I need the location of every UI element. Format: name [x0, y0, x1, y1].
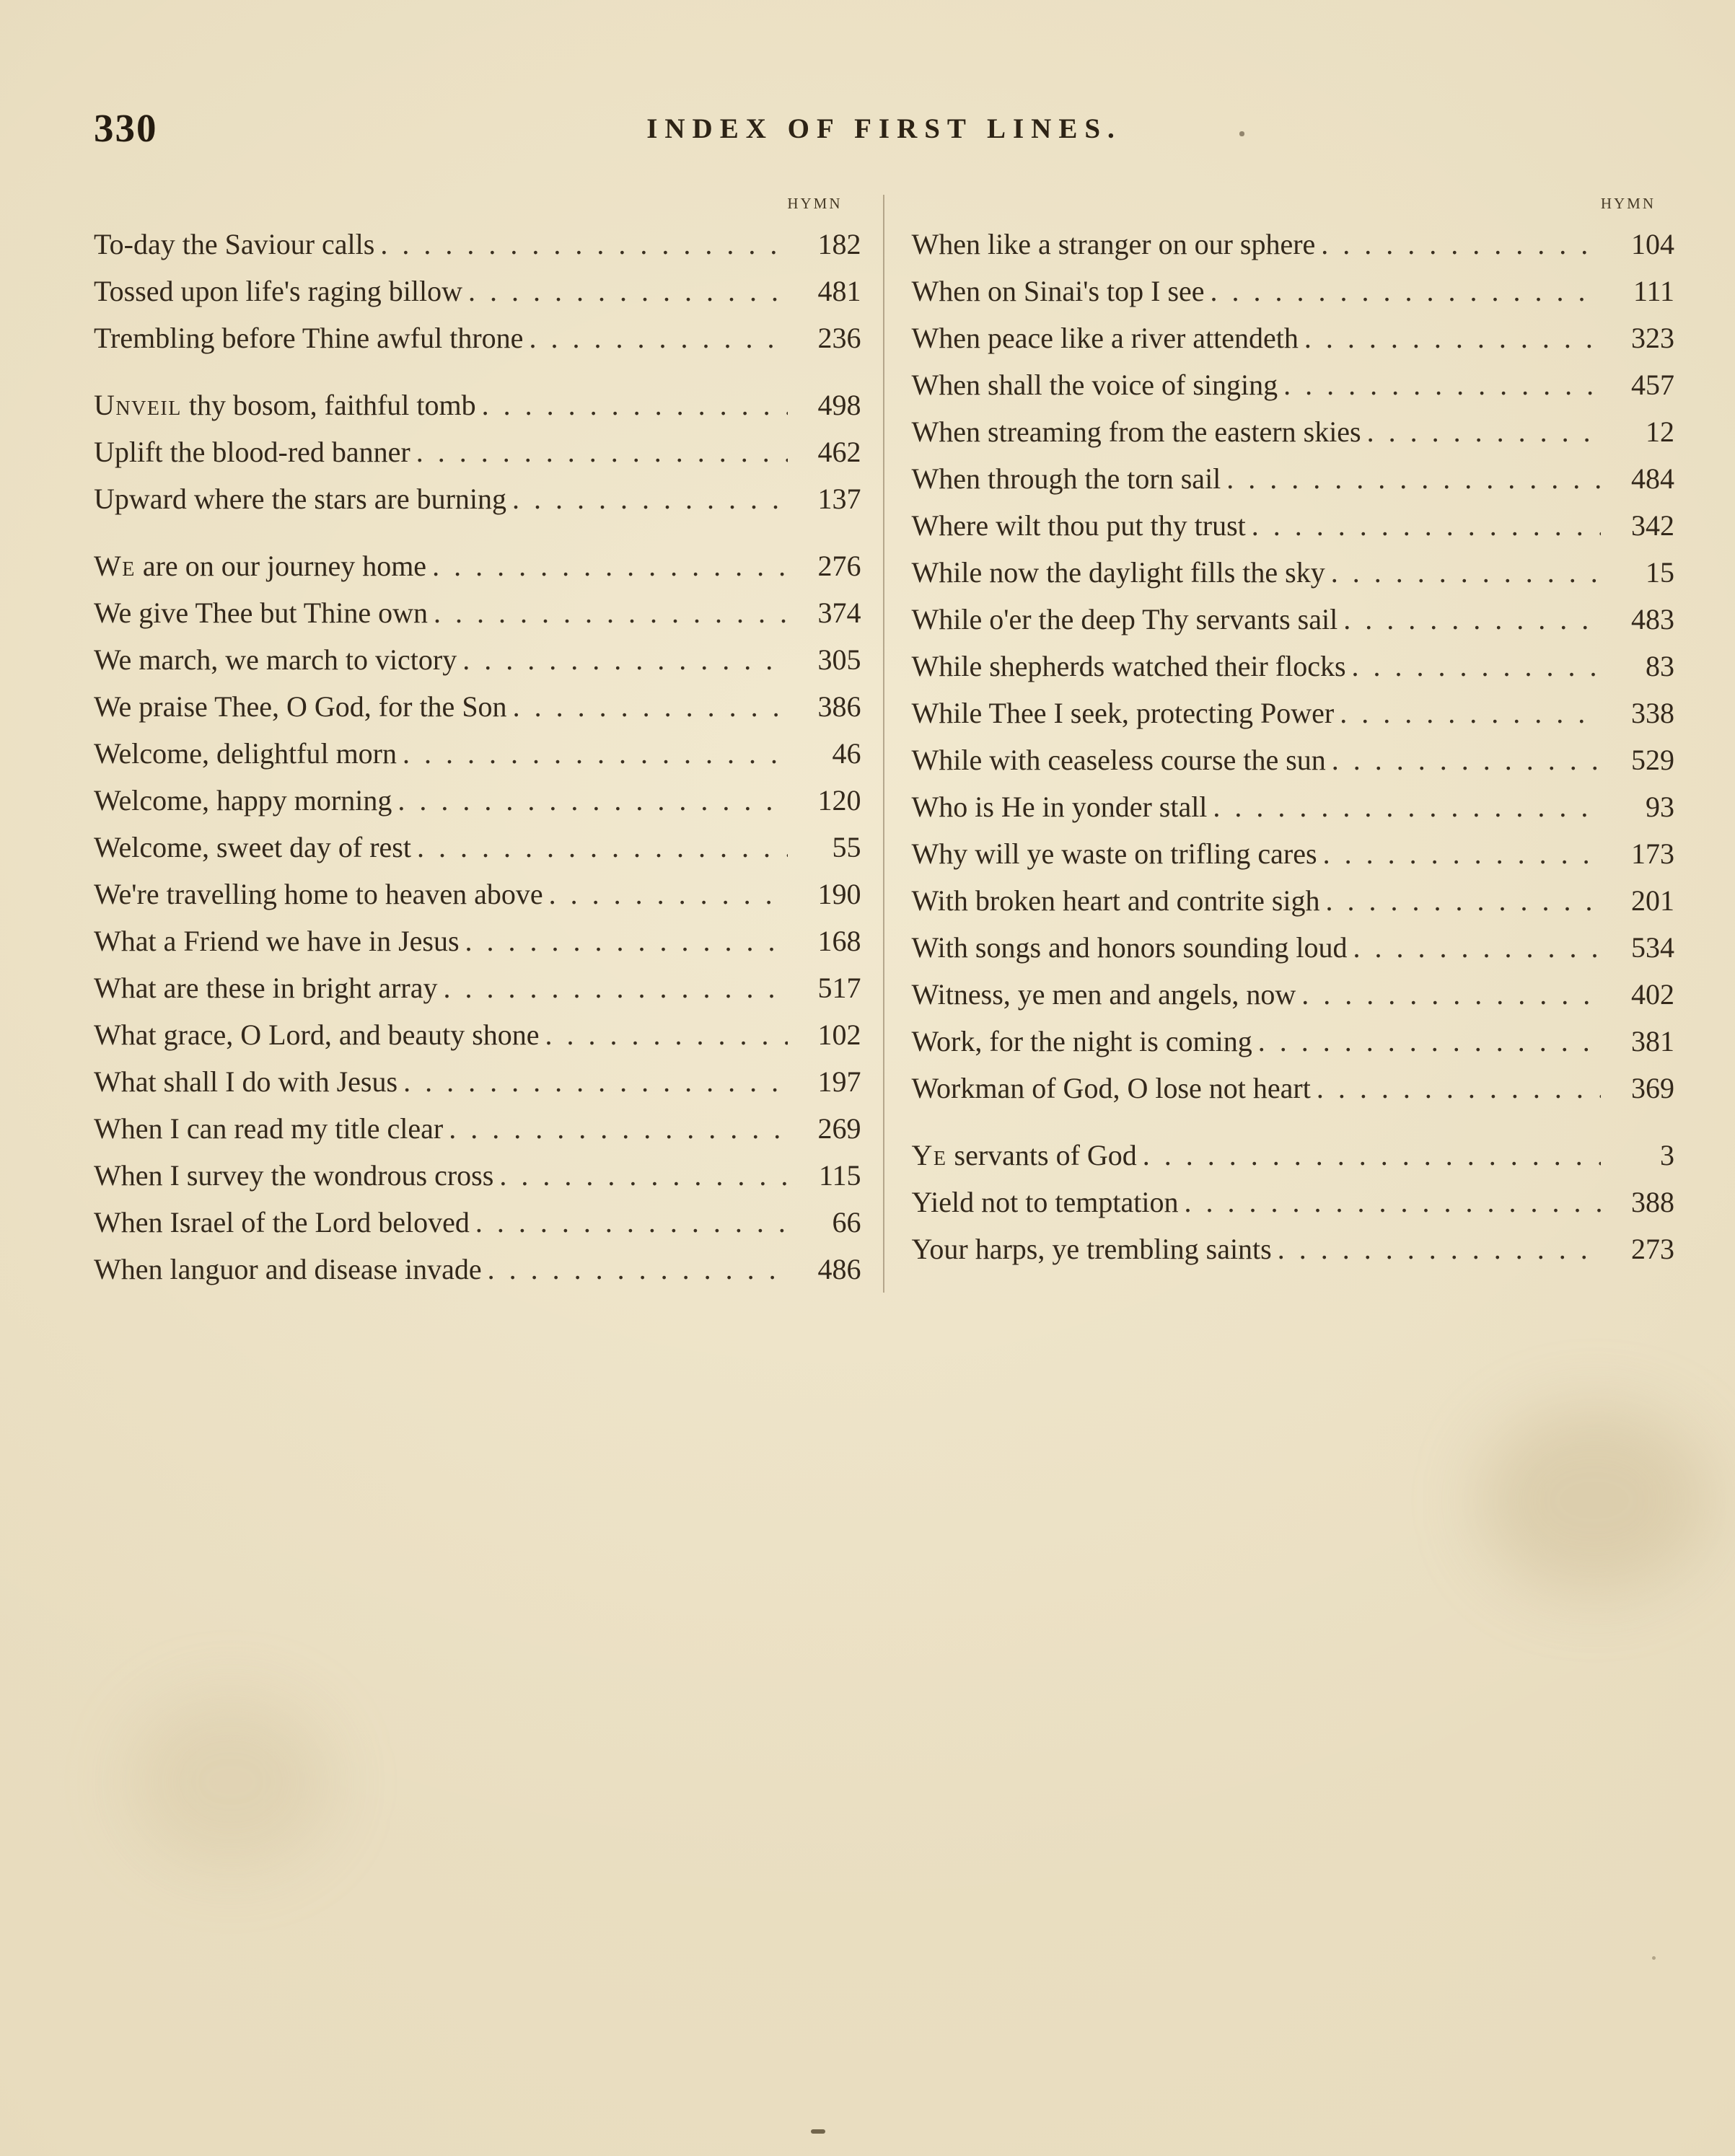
dot-leader — [499, 1152, 787, 1199]
first-line-text: With broken heart and contrite sigh — [911, 884, 1320, 917]
index-entry — [912, 361, 1675, 408]
hymn-number: 374 — [817, 597, 861, 629]
index-entry — [94, 314, 861, 361]
dot-leader — [482, 382, 788, 428]
index-entry — [912, 1226, 1675, 1272]
hymn-number: 46 — [832, 737, 861, 770]
dot-leader — [468, 268, 787, 314]
first-line-text: When Israel of the Lord beloved — [94, 1206, 470, 1238]
dot-leader — [462, 636, 787, 683]
hymn-number: 381 — [1631, 1025, 1674, 1057]
dot-leader — [1304, 314, 1601, 361]
hymn-number: 498 — [817, 389, 861, 421]
hymn-number: 168 — [817, 925, 861, 957]
hymn-number: 481 — [817, 275, 861, 307]
dot-leader — [397, 777, 787, 824]
index-entry — [94, 636, 861, 683]
index-entry — [94, 1246, 861, 1293]
index-entry — [94, 1105, 861, 1152]
first-line-text: We're travelling home to heaven above — [94, 878, 543, 910]
dot-leader — [1283, 361, 1601, 408]
page-number: 330 — [94, 106, 158, 150]
index-entry — [912, 1132, 1675, 1179]
index-entry — [912, 783, 1675, 830]
dot-leader — [545, 1011, 788, 1058]
index-entry — [94, 964, 861, 1011]
hymn-number: 342 — [1631, 509, 1674, 542]
hymn-number: 137 — [817, 483, 861, 515]
first-line-text: Yield not to temptation — [911, 1186, 1179, 1218]
index-entry — [94, 1011, 861, 1058]
dot-leader — [403, 1058, 787, 1105]
dot-leader — [1353, 924, 1601, 971]
first-line-text: We are on our journey home — [94, 550, 427, 582]
dot-leader — [1367, 408, 1601, 455]
hymn-number: 402 — [1631, 978, 1674, 1011]
index-entry — [94, 777, 861, 824]
hymn-number: 111 — [1633, 275, 1674, 307]
index-entry — [94, 871, 861, 918]
small-caps-lead: Ye — [911, 1139, 947, 1171]
hymn-number: 529 — [1631, 744, 1674, 776]
page-title: INDEX OF FIRST LINES. — [646, 113, 1122, 144]
first-line-text: Uplift the blood-red banner — [94, 436, 410, 468]
index-entry — [912, 690, 1675, 736]
index-entry — [912, 736, 1675, 783]
dot-leader — [1278, 1226, 1601, 1272]
hymn-number: 12 — [1646, 415, 1674, 448]
index-entry — [94, 542, 861, 589]
dot-leader — [1211, 268, 1601, 314]
first-line-text: We march, we march to victory — [94, 643, 457, 676]
first-line-text: To-day the Saviour calls — [94, 228, 375, 260]
hymn-number: 273 — [1631, 1233, 1674, 1265]
entry-group — [912, 1132, 1675, 1272]
index-entry — [912, 1179, 1675, 1226]
hymn-number: 462 — [817, 436, 861, 468]
first-line-text: When streaming from the eastern skies — [911, 415, 1361, 448]
index-entry — [912, 408, 1675, 455]
index-entry — [912, 549, 1675, 596]
index-entry — [94, 1152, 861, 1199]
entry-group — [94, 382, 861, 522]
first-line-text: While Thee I seek, protecting Power — [911, 697, 1335, 729]
dot-leader — [1326, 877, 1602, 924]
index-entry — [912, 830, 1675, 877]
first-line-text: Welcome, happy morning — [94, 784, 392, 817]
first-line-text: We praise Thee, O God, for the Son — [94, 690, 507, 723]
first-line-text: We give Thee but Thine own — [94, 597, 428, 629]
index-entry — [912, 596, 1675, 643]
hymn-number: 55 — [832, 831, 861, 863]
first-line-text: Welcome, sweet day of rest — [94, 831, 411, 863]
first-line-text: Where wilt thou put thy trust — [911, 509, 1246, 542]
first-line-text: When I survey the wondrous cross — [94, 1159, 494, 1192]
index-entry — [94, 1199, 861, 1246]
dot-leader — [434, 589, 788, 636]
hymn-number: 388 — [1631, 1186, 1674, 1218]
small-caps-lead: We — [94, 550, 136, 582]
index-entry — [94, 1058, 861, 1105]
first-line-text: When I can read my title clear — [94, 1112, 444, 1145]
dot-leader — [1301, 971, 1601, 1018]
index-entry — [94, 918, 861, 964]
first-line-text: Trembling before Thine awful throne — [94, 322, 524, 354]
dot-leader — [1258, 1018, 1601, 1065]
index-entry — [94, 730, 861, 777]
first-line-text: Workman of God, O lose not heart — [911, 1072, 1311, 1104]
small-caps-lead: Unveil — [94, 389, 182, 421]
index-entry — [912, 455, 1675, 502]
index-entry — [94, 428, 861, 475]
first-line-text: When through the torn sail — [911, 462, 1221, 495]
dot-leader — [403, 730, 788, 777]
first-line-text: Tossed upon life's raging billow — [94, 275, 463, 307]
hymn-column-header: HYMN — [1600, 195, 1656, 212]
first-line-text: When languor and disease invade — [94, 1253, 482, 1285]
dot-leader — [1143, 1132, 1601, 1179]
hymn-number: 276 — [817, 550, 861, 582]
first-line-text: What grace, O Lord, and beauty shone — [94, 1018, 540, 1051]
hymn-column-header: HYMN — [787, 195, 843, 212]
index-columns — [94, 195, 1674, 1293]
hymn-number: 115 — [818, 1159, 861, 1192]
entry-group — [94, 221, 861, 361]
hymn-number: 120 — [817, 784, 861, 817]
dot-leader — [1332, 736, 1601, 783]
hymn-number: 338 — [1631, 697, 1674, 729]
dot-leader — [380, 221, 787, 268]
dot-leader — [416, 428, 788, 475]
index-entry — [912, 502, 1675, 549]
index-entry — [912, 1018, 1675, 1065]
ink-speck — [1652, 1956, 1656, 1960]
first-line-text: Unveil thy bosom, faithful tomb — [94, 389, 476, 421]
first-line-text: When shall the voice of singing — [911, 369, 1278, 401]
first-line-text: While o'er the deep Thy servants sail — [911, 603, 1338, 635]
ink-speck — [811, 2129, 825, 2134]
dot-leader — [488, 1246, 788, 1293]
first-line-text: What shall I do with Jesus — [94, 1065, 398, 1098]
hymn-number: 236 — [817, 322, 861, 354]
first-line-text: When peace like a river attendeth — [911, 322, 1299, 354]
entry-group — [94, 542, 861, 1293]
first-line-text: While with ceaseless course the sun — [911, 744, 1326, 776]
hymn-number: 3 — [1660, 1139, 1674, 1171]
hymn-number: 66 — [832, 1206, 861, 1238]
hymn-number: 305 — [817, 643, 861, 676]
dot-leader — [465, 918, 788, 964]
hymn-number: 323 — [1631, 322, 1674, 354]
dot-leader — [475, 1199, 788, 1246]
hymn-number: 534 — [1631, 931, 1674, 964]
hymn-number: 182 — [817, 228, 861, 260]
dot-leader — [1226, 455, 1601, 502]
hymn-number: 173 — [1631, 837, 1674, 870]
first-line-text: With songs and honors sounding loud — [911, 931, 1348, 964]
index-entry — [94, 268, 861, 314]
first-line-text: Upward where the stars are burning — [94, 483, 507, 515]
first-line-text: Welcome, delightful morn — [94, 737, 397, 770]
index-entry — [912, 971, 1675, 1018]
hymn-number: 83 — [1646, 650, 1674, 682]
dot-leader — [1352, 643, 1601, 690]
dot-leader — [1340, 690, 1601, 736]
index-entry — [94, 221, 861, 268]
hymn-number: 269 — [817, 1112, 861, 1145]
hymn-number: 104 — [1631, 228, 1674, 260]
dot-leader — [529, 314, 787, 361]
dot-leader — [1317, 1065, 1601, 1112]
dot-leader — [513, 683, 788, 730]
index-entry — [94, 589, 861, 636]
index-entry — [912, 221, 1675, 268]
first-line-text: When on Sinai's top I see — [911, 275, 1205, 307]
index-column — [884, 195, 1675, 1293]
dot-leader — [1213, 783, 1601, 830]
entry-group — [912, 221, 1675, 1112]
first-line-text: Witness, ye men and angels, now — [911, 978, 1296, 1011]
hymn-number: 201 — [1631, 884, 1674, 917]
index-entry — [912, 924, 1675, 971]
hymn-number: 483 — [1631, 603, 1674, 635]
hymn-number: 190 — [817, 878, 861, 910]
hymn-number: 102 — [817, 1018, 861, 1051]
first-line-text: Who is He in yonder stall — [911, 791, 1208, 823]
index-entry — [94, 382, 861, 428]
index-entry — [94, 824, 861, 871]
hymn-number: 15 — [1646, 556, 1674, 589]
first-line-text: While shepherds watched their flocks — [911, 650, 1346, 682]
first-line-text: While now the daylight fills the sky — [911, 556, 1325, 589]
hymn-number: 386 — [817, 690, 861, 723]
dot-leader — [512, 475, 787, 522]
first-line-text: Why will ye waste on trifling cares — [911, 837, 1317, 870]
dot-leader — [1184, 1179, 1601, 1226]
dot-leader — [1331, 549, 1601, 596]
page-header — [94, 106, 1674, 163]
dot-leader — [1252, 502, 1601, 549]
dot-leader — [1323, 830, 1601, 877]
first-line-text: Your harps, ye trembling saints — [911, 1233, 1272, 1265]
hymn-number: 457 — [1631, 369, 1674, 401]
first-line-text: What a Friend we have in Jesus — [94, 925, 460, 957]
index-entry — [912, 877, 1675, 924]
hymn-number: 369 — [1631, 1072, 1674, 1104]
dot-leader — [449, 1105, 787, 1152]
index-column — [94, 195, 884, 1293]
hymn-number: 197 — [817, 1065, 861, 1098]
hymn-number: 484 — [1631, 462, 1674, 495]
index-entry — [912, 268, 1675, 314]
paper-stain — [130, 1695, 332, 1868]
dot-leader — [1343, 596, 1601, 643]
hymn-number: 486 — [817, 1253, 861, 1285]
hymn-number: 517 — [817, 972, 861, 1004]
index-entry — [912, 314, 1675, 361]
dot-leader — [549, 871, 788, 918]
index-entry — [94, 683, 861, 730]
index-entry — [912, 1065, 1675, 1112]
paper-stain — [1479, 1407, 1710, 1594]
first-line-text: When like a stranger on our sphere — [911, 228, 1316, 260]
dot-leader — [443, 964, 787, 1011]
index-entry — [94, 475, 861, 522]
dot-leader — [1321, 221, 1601, 268]
hymn-number: 93 — [1646, 791, 1674, 823]
dot-leader — [417, 824, 788, 871]
dot-leader — [432, 542, 787, 589]
first-line-text: Ye servants of God — [911, 1139, 1137, 1171]
first-line-text: What are these in bright array — [94, 972, 438, 1004]
index-entry — [912, 643, 1675, 690]
first-line-text: Work, for the night is coming — [911, 1025, 1252, 1057]
